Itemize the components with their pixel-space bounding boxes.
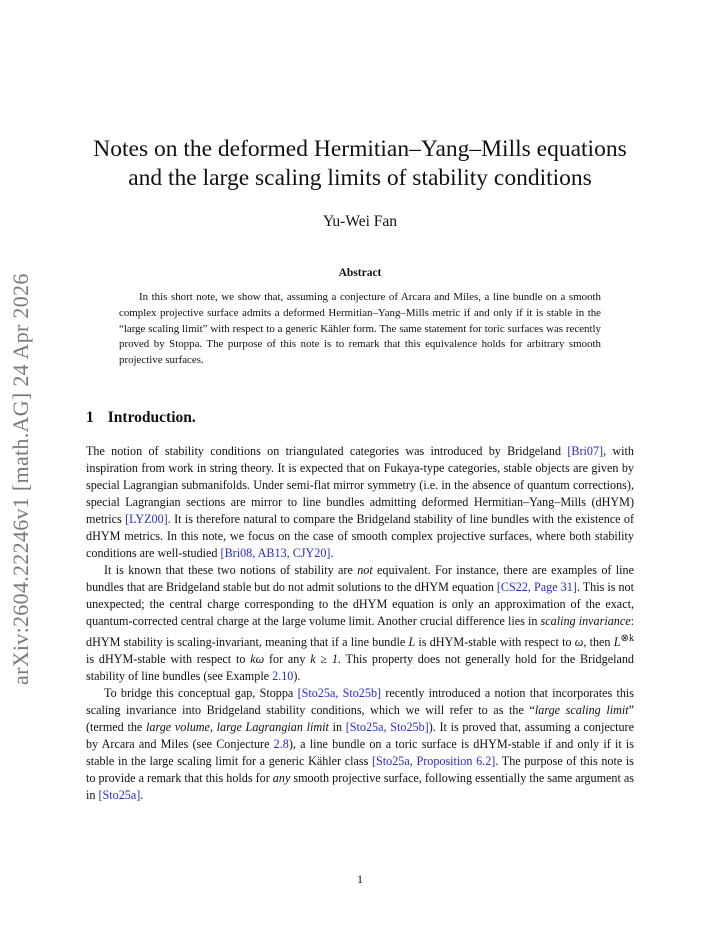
text-run: . It is therefore natural to compare the Bridgeland stability of line bundles with the existence of dHYM metrics. In this note, we focus on the case of smooth complex projective surfaces, where both stability conditions are well-studied bbox=[86, 512, 634, 560]
cross-reference-link[interactable]: 2.8 bbox=[273, 737, 289, 752]
text-run: , then bbox=[583, 635, 614, 650]
paragraph-3 bbox=[86, 685, 634, 804]
abstract-text: In this short note, we show that, assuming a conjecture of Arcara and Miles, a line bundle on a smooth complex projective surface admits a deformed Hermitian–Yang–Mills metric if and only if it is stable in the “large scaling limit” with respect to a generic Kähler form. The same statement for toric surfaces was recently proved by Stoppa. The purpose of this note is to remark that this equivalence holds for arbitrary smooth projective surfaces. bbox=[119, 291, 601, 367]
section-title: Introduction. bbox=[107, 409, 196, 426]
text-run: ” (termed the bbox=[86, 703, 634, 735]
text-run: The notion of stability conditions on triangulated categories was introduced by Bridgeland bbox=[86, 444, 568, 458]
citation-link[interactable]: [LYZ00] bbox=[125, 512, 168, 526]
citation-link[interactable]: [Bri08, AB13, CJY20] bbox=[220, 546, 331, 560]
text-run: for any bbox=[264, 652, 311, 667]
text-run: : dHYM stability is scaling-invariant, meaning that if a line bundle bbox=[86, 614, 634, 650]
text-run: ), a line bundle on a toric surface is dHYM-stable if and only if it is stable in the large scaling limit for a generic Kähler class bbox=[86, 737, 634, 769]
paper-title-line-1: Notes on the deformed Hermitian–Yang–Mills equations bbox=[93, 136, 627, 162]
section-heading bbox=[86, 409, 196, 427]
text-run: recently introduced a notion that incorporates this scaling invariance into Bridgeland stability conditions, which we will refer to as the “ bbox=[86, 686, 634, 718]
math-symbol: L bbox=[408, 635, 416, 650]
text-run: ). bbox=[293, 669, 301, 684]
paper-author: Yu-Wei Fan bbox=[322, 213, 398, 230]
arxiv-identifier-text: arXiv:2604.22246v1 [math.AG] 24 Apr 2026 bbox=[8, 273, 33, 685]
math-superscript: ⊗k bbox=[620, 633, 634, 644]
text-run: in bbox=[328, 720, 346, 735]
text-run: . This property does not generally hold for the Bridgeland stability of line bundles (see Example bbox=[86, 652, 634, 684]
section-number: 1 bbox=[86, 409, 94, 426]
citation-link[interactable]: [Sto25a] bbox=[98, 788, 141, 803]
body-text bbox=[86, 443, 634, 804]
cross-reference-link[interactable]: 2.10 bbox=[272, 669, 294, 684]
arxiv-identifier-stamp bbox=[2, 245, 42, 685]
abstract-heading: Abstract bbox=[338, 267, 382, 279]
text-run: To bridge this conceptual gap, Stoppa bbox=[104, 686, 298, 701]
citation-link[interactable]: [Sto25a, Sto25b] bbox=[345, 720, 429, 735]
text-run: is dHYM-stable with respect to bbox=[415, 635, 575, 650]
math-symbol: ω bbox=[574, 635, 584, 650]
emphasis: scaling invariance bbox=[540, 614, 631, 628]
text-run: . bbox=[330, 546, 334, 560]
emphasis: large volume, large Lagrangian limit bbox=[146, 720, 329, 735]
citation-link[interactable]: [Sto25a, Sto25b] bbox=[297, 686, 382, 701]
page-number: 1 bbox=[357, 872, 363, 886]
text-run: . bbox=[140, 788, 144, 803]
math-symbol: kω bbox=[250, 652, 265, 667]
text-run: ). It is proved that, assuming a conjecture by Arcara and Miles (see Conjecture bbox=[86, 720, 634, 752]
paper-title bbox=[60, 135, 660, 193]
text-run: , with inspiration from work in string theory. It is expected that on Fukaya-type categories, stable objects are given by special Lagrangian submanifolds. Under semi-flat mirror symmetry (i.e. in the absence of quantum corrections), special Lagrangian sections are mirror to line bundles admitting deformed Hermitian–Yang–Mills (dHYM) metrics bbox=[86, 444, 634, 526]
math-symbol: L bbox=[613, 635, 621, 650]
math-symbol: k ≥ 1 bbox=[310, 652, 338, 667]
citation-link[interactable]: [CS22, Page 31] bbox=[496, 580, 577, 594]
paper-title-line-2: and the large scaling limits of stability conditions bbox=[128, 165, 592, 191]
citation-link[interactable]: [Bri07] bbox=[567, 444, 604, 458]
citation-link[interactable]: [Sto25a, Proposition 6.2] bbox=[372, 754, 496, 769]
emphasis: large scaling limit bbox=[534, 703, 629, 718]
emphasis: not bbox=[357, 563, 373, 577]
paragraph-2 bbox=[86, 562, 634, 685]
emphasis: any bbox=[272, 771, 291, 786]
text-run: equivalent. For instance, there are examples of line bundles that are Bridgeland stable but do not admit solutions to the dHYM equation bbox=[86, 563, 634, 594]
text-run: is dHYM-stable with respect to bbox=[86, 652, 251, 667]
text-run: smooth projective surface, following essentially the same argument as in bbox=[86, 771, 634, 803]
paragraph-1 bbox=[86, 443, 634, 562]
text-run: It is known that these two notions of stability are bbox=[104, 563, 358, 577]
text-run: . This is not unexpected; the central charge corresponding to the dHYM equation is only an approximation of the exact, quantum-corrected central charge at the large volume limit. Another crucial difference lies in bbox=[86, 580, 634, 628]
text-run: . The purpose of this note is to provide a remark that this holds for bbox=[86, 754, 634, 786]
